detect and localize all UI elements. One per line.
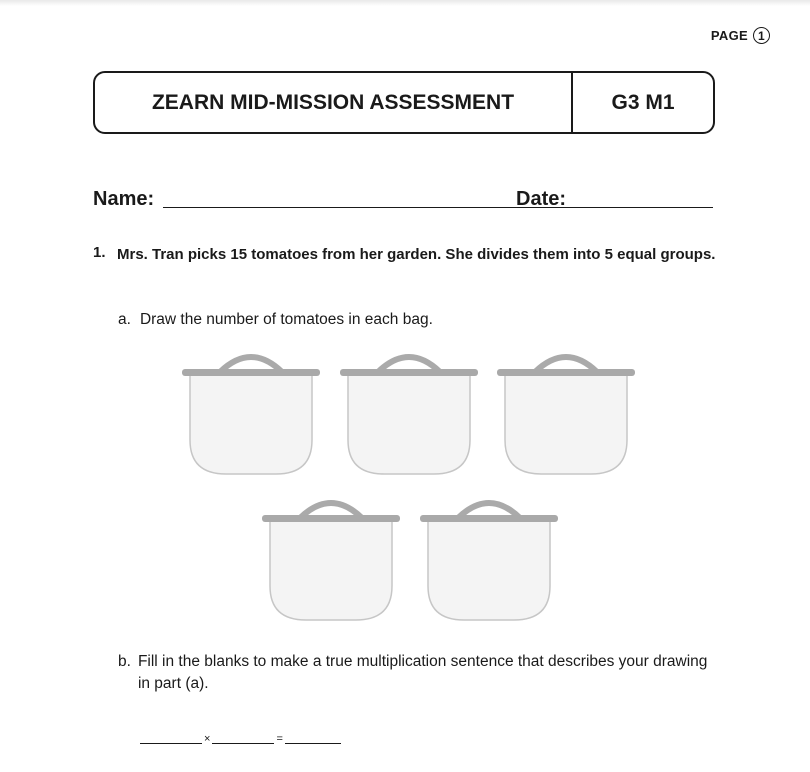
title-box (93, 71, 715, 134)
bag-icon[interactable] (262, 494, 400, 624)
name-date-row (93, 188, 715, 214)
part-a-prompt (118, 311, 433, 329)
assessment-title: ZEARN MID-MISSION ASSESSMENT (95, 73, 573, 132)
bag-icon[interactable] (420, 494, 558, 624)
part-b-prompt (118, 651, 708, 695)
factor-2-blank[interactable] (212, 733, 274, 744)
times-symbol: × (204, 733, 211, 745)
question-text: Mrs. Tran picks 15 tomatoes from her garden. She divides them into 5 equal groups. (117, 246, 716, 263)
page-indicator (711, 27, 770, 44)
page-top-edge (0, 0, 810, 6)
question-number: 1. (93, 244, 106, 261)
bag-icon[interactable] (182, 348, 320, 478)
date-blank-line[interactable] (579, 207, 713, 208)
equals-symbol: = (276, 733, 283, 745)
part-b-text: Fill in the blanks to make a true multiplication sentence that describes your drawing in part (a). (137, 653, 708, 692)
factor-1-blank[interactable] (140, 733, 202, 744)
multiplication-sentence (140, 733, 341, 744)
page-label-text: PAGE (710, 28, 748, 43)
part-a-text: Draw the number of tomatoes in each bag. (139, 311, 433, 328)
part-b-letter: b. (118, 653, 131, 670)
date-label: Date: (516, 188, 567, 210)
grade-module-code: G3 M1 (611, 90, 675, 114)
page-number-badge: 1 (753, 27, 770, 44)
name-label: Name: (93, 188, 155, 210)
part-a-letter: a. (118, 311, 131, 328)
product-blank[interactable] (285, 733, 341, 744)
bag-icon[interactable] (497, 348, 635, 478)
bag-icon[interactable] (340, 348, 478, 478)
